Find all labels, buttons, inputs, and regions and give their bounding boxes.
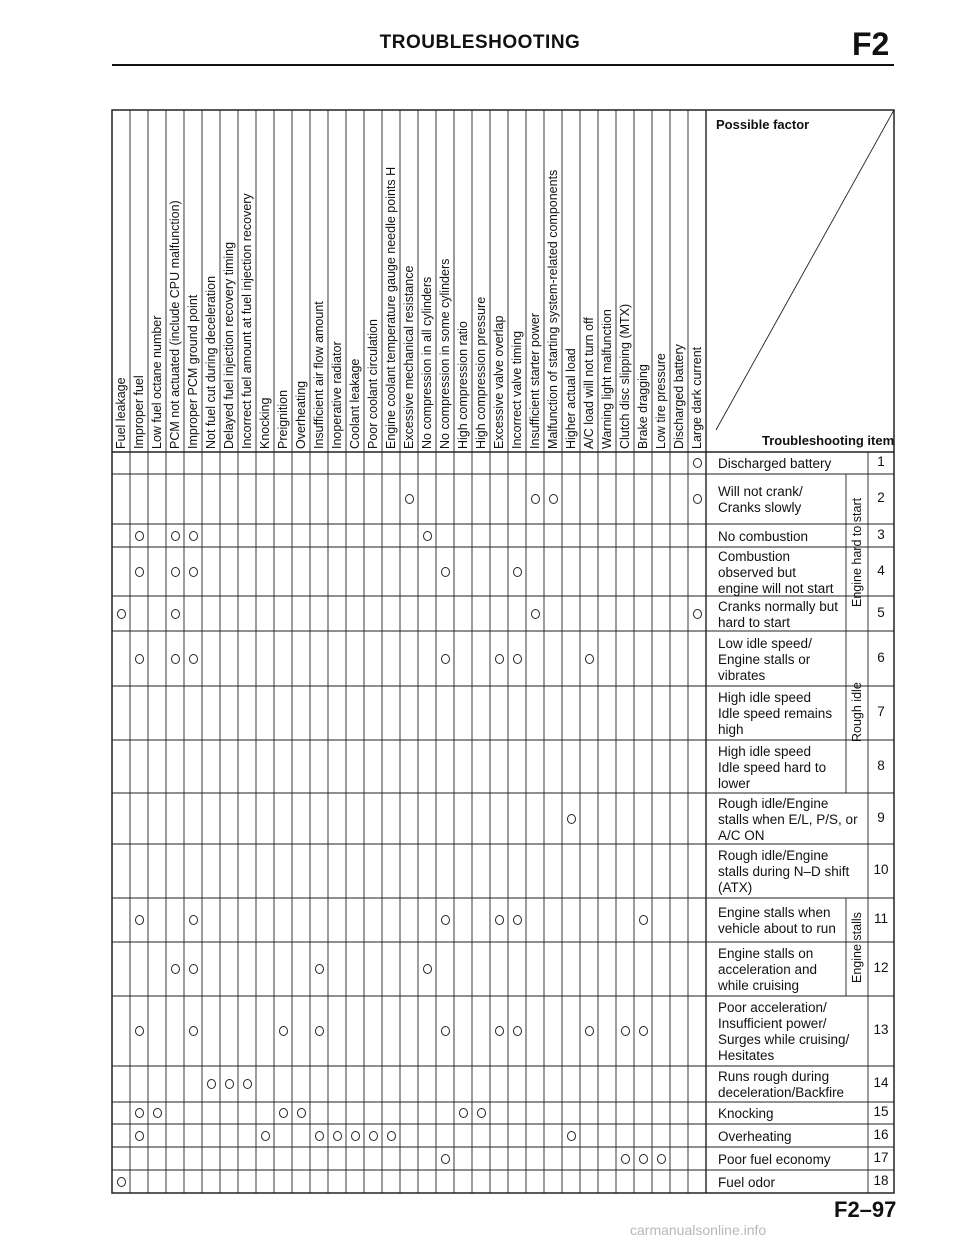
factor-header: Large dark current (690, 346, 704, 449)
item-number: 1 (877, 454, 885, 469)
group-label: Engine stalls (850, 911, 864, 983)
factor-mark (189, 531, 198, 541)
factor-mark (369, 1131, 378, 1141)
item-label (718, 1000, 849, 1064)
item-label-line: Hesitates (718, 1048, 775, 1063)
factor-header: Incorrect fuel amount at fuel injection recovery (240, 193, 254, 449)
factor-mark (135, 1108, 144, 1118)
factor-mark (423, 531, 432, 541)
factor-mark (135, 654, 144, 664)
item-label-line: High idle speed (718, 690, 812, 705)
factor-mark (189, 567, 198, 577)
factor-mark (441, 567, 450, 577)
item-label (718, 1106, 774, 1122)
factor-header: Insufficient starter power (528, 313, 542, 449)
factor-header: PCM not actuated (include CPU malfunction) (168, 200, 182, 449)
factor-header: A/C load will not turn off (582, 317, 596, 449)
factor-header: Excessive valve overlap (492, 315, 506, 449)
item-label (718, 905, 836, 937)
item-label (718, 636, 812, 684)
factor-header: No compression in some cylinders (438, 258, 452, 449)
item-label-line: Insufficient power/ (718, 1016, 827, 1031)
item-label (718, 1152, 831, 1168)
factor-mark (513, 1026, 522, 1036)
item-label (718, 1175, 775, 1191)
item-label (718, 744, 826, 792)
factor-mark (531, 609, 540, 619)
factor-mark (297, 1108, 306, 1118)
item-label-line: A/C ON (718, 827, 765, 843)
item-label-line: Rough idle/Engine (718, 795, 829, 811)
factor-header: Improper PCM ground point (186, 294, 200, 449)
item-label (718, 848, 849, 896)
factor-mark (135, 567, 144, 577)
watermark: carmanualsonline.info (630, 1222, 767, 1238)
item-label-line: acceleration and (718, 962, 818, 977)
item-label-line: Knocking (718, 1106, 774, 1121)
item-number: 3 (877, 526, 885, 542)
item-label (718, 549, 834, 597)
factor-header: Higher actual load (564, 348, 578, 449)
factor-mark (333, 1131, 342, 1141)
section-code: F2 (852, 26, 890, 62)
factor-header: Fuel leakage (114, 377, 128, 449)
factor-mark (441, 915, 450, 925)
factor-mark (171, 609, 180, 619)
page-number: F2–97 (834, 1197, 897, 1222)
item-label (718, 1069, 844, 1101)
group-label: Rough idle (850, 682, 864, 742)
item-number: 15 (873, 1104, 889, 1119)
factor-header: Preignition (276, 389, 290, 449)
factor-header: High compression ratio (456, 321, 470, 449)
item-label-line: (ATX) (718, 880, 753, 895)
item-number: 5 (877, 604, 885, 620)
factor-mark (567, 814, 576, 824)
factor-mark (495, 915, 504, 925)
page-title: TROUBLESHOOTING (379, 32, 581, 53)
factor-mark (621, 1026, 630, 1036)
factor-header: Excessive mechanical resistance (402, 265, 416, 449)
item-number: 6 (877, 649, 885, 665)
factor-header: Poor coolant circulation (366, 319, 380, 449)
factor-mark (405, 494, 414, 504)
factor-mark (459, 1108, 468, 1118)
item-label-line: Poor acceleration/ (718, 1000, 827, 1015)
factor-mark (189, 964, 198, 974)
item-number: 7 (877, 704, 885, 719)
item-label-line: Surges while cruising/ (718, 1032, 850, 1047)
factor-mark (423, 964, 432, 974)
item-label-line: Poor fuel economy (718, 1151, 831, 1167)
item-label-line: Engine stalls on (718, 946, 814, 961)
item-label (718, 946, 817, 994)
factor-mark (513, 654, 522, 664)
item-label-line: Cranks slowly (718, 500, 802, 515)
factor-header: High compression pressure (474, 296, 488, 449)
item-label-line: deceleration/Backfire (718, 1085, 845, 1100)
factor-header: Inoperative radiator (330, 341, 344, 449)
factor-header: Discharged battery (672, 344, 686, 449)
item-label-line: Rough idle/Engine (718, 848, 829, 863)
factor-mark (171, 654, 180, 664)
item-label-line: Fuel odor (718, 1174, 776, 1190)
factor-header: Knocking (258, 397, 272, 449)
factor-mark (621, 1154, 630, 1164)
item-number: 13 (873, 1022, 889, 1037)
item-label (718, 484, 803, 516)
factor-mark (639, 915, 648, 925)
factor-mark (207, 1079, 216, 1089)
item-number: 2 (877, 490, 885, 505)
item-label-line: stalls during N–D shift (718, 864, 850, 879)
item-label (718, 1129, 792, 1145)
item-number: 14 (873, 1075, 889, 1090)
item-label-line: Cranks normally but (718, 598, 839, 614)
factor-mark (387, 1131, 396, 1141)
factor-mark (639, 1026, 648, 1036)
factor-header: Improper fuel (132, 375, 146, 449)
item-label (718, 796, 858, 844)
factor-header: Delayed fuel injection recovery timing (222, 241, 236, 449)
item-label-line: No combustion (718, 528, 809, 544)
factor-header: Engine coolant temperature gauge needle points H (384, 166, 398, 449)
item-label-line: vehicle about to run (718, 921, 836, 936)
factor-mark (135, 531, 144, 541)
item-label-line: while cruising (718, 978, 800, 993)
item-number: 9 (877, 809, 885, 825)
factor-mark (189, 654, 198, 664)
factor-mark (315, 1026, 324, 1036)
factor-mark (171, 964, 180, 974)
item-label-line: Engine stalls when (718, 905, 831, 920)
factor-header: Incorrect valve timing (510, 330, 524, 449)
factor-mark (279, 1108, 288, 1118)
factor-mark (135, 915, 144, 925)
item-number: 12 (873, 960, 889, 975)
factor-mark (135, 1131, 144, 1141)
item-label-line: Runs rough during (718, 1069, 830, 1084)
factor-mark (279, 1026, 288, 1036)
factor-header: Clutch disc slipping (MTX) (618, 303, 632, 449)
factor-mark (243, 1079, 252, 1089)
item-number: 18 (873, 1172, 889, 1188)
factor-header: Low fuel octane number (150, 315, 164, 449)
corner-header-factor: Possible factor (716, 117, 810, 132)
item-label-line: Low idle speed/ (718, 635, 812, 651)
factor-mark (351, 1131, 360, 1141)
item-label-line: lower (718, 775, 751, 791)
item-number: 11 (873, 911, 888, 926)
factor-mark (189, 915, 198, 925)
item-label (718, 599, 838, 631)
item-label-line: observed but (718, 564, 797, 580)
item-label-line: Engine stalls or (718, 651, 811, 667)
item-label-line: Idle speed hard to (718, 759, 827, 775)
factor-mark (549, 494, 558, 504)
factor-header: Overheating (294, 380, 308, 449)
item-label-line: vibrates (718, 667, 766, 683)
factor-mark (441, 1026, 450, 1036)
factor-mark (477, 1108, 486, 1118)
item-label-line: high (718, 722, 744, 737)
item-label-line: hard to start (718, 614, 791, 630)
item-label (718, 690, 832, 738)
item-label-line: engine will not start (718, 580, 834, 596)
factor-header: Warning light malfunction (600, 309, 614, 449)
factor-mark (585, 1026, 594, 1036)
factor-mark (495, 654, 504, 664)
corner-header-item: Troubleshooting item (762, 433, 895, 448)
factor-mark (315, 964, 324, 974)
item-label-line: Idle speed remains (718, 706, 833, 721)
item-label-line: Overheating (718, 1128, 792, 1144)
factor-mark (117, 609, 126, 619)
factor-mark (513, 567, 522, 577)
factor-header: Not fuel cut during deceleration (204, 275, 218, 449)
item-label-line: Combustion (718, 548, 791, 564)
factor-mark (189, 1026, 198, 1036)
item-number: 16 (873, 1126, 889, 1142)
factor-mark (171, 531, 180, 541)
item-label (718, 529, 808, 545)
factor-mark (153, 1108, 162, 1118)
factor-mark (135, 1026, 144, 1036)
item-number: 4 (877, 562, 885, 578)
factor-mark (225, 1079, 234, 1089)
item-label (718, 456, 831, 472)
factor-mark (261, 1131, 270, 1141)
factor-mark (171, 567, 180, 577)
factor-mark (693, 458, 702, 468)
factor-mark (567, 1131, 576, 1141)
factor-mark (639, 1154, 648, 1164)
item-label-line: stalls when E/L, P/S, or (718, 811, 858, 827)
factor-header: Malfunction of starting system-related components (546, 169, 560, 449)
factor-mark (657, 1154, 666, 1164)
factor-header: Low tire pressure (654, 353, 668, 449)
factor-mark (441, 1154, 450, 1164)
factor-mark (585, 654, 594, 664)
factor-mark (315, 1131, 324, 1141)
item-label-line: Will not crank/ (718, 484, 803, 499)
factor-header: Insufficient air flow amount (312, 301, 326, 449)
item-number: 8 (877, 757, 885, 773)
item-label-line: High idle speed (718, 743, 812, 759)
corner-diagonal (716, 110, 894, 430)
factor-header: Brake dragging (636, 364, 650, 449)
item-number: 10 (873, 862, 889, 877)
factor-mark (513, 915, 522, 925)
factor-header: Coolant leakage (348, 358, 362, 449)
factor-mark (117, 1177, 126, 1187)
factor-mark (693, 609, 702, 619)
factor-mark (531, 494, 540, 504)
factor-mark (495, 1026, 504, 1036)
item-number: 17 (873, 1149, 889, 1165)
group-label: Engine hard to start (850, 497, 864, 607)
factor-header: No compression in all cylinders (420, 276, 434, 449)
item-label-line: Discharged battery (718, 456, 832, 471)
factor-mark (693, 494, 702, 504)
factor-mark (441, 654, 450, 664)
